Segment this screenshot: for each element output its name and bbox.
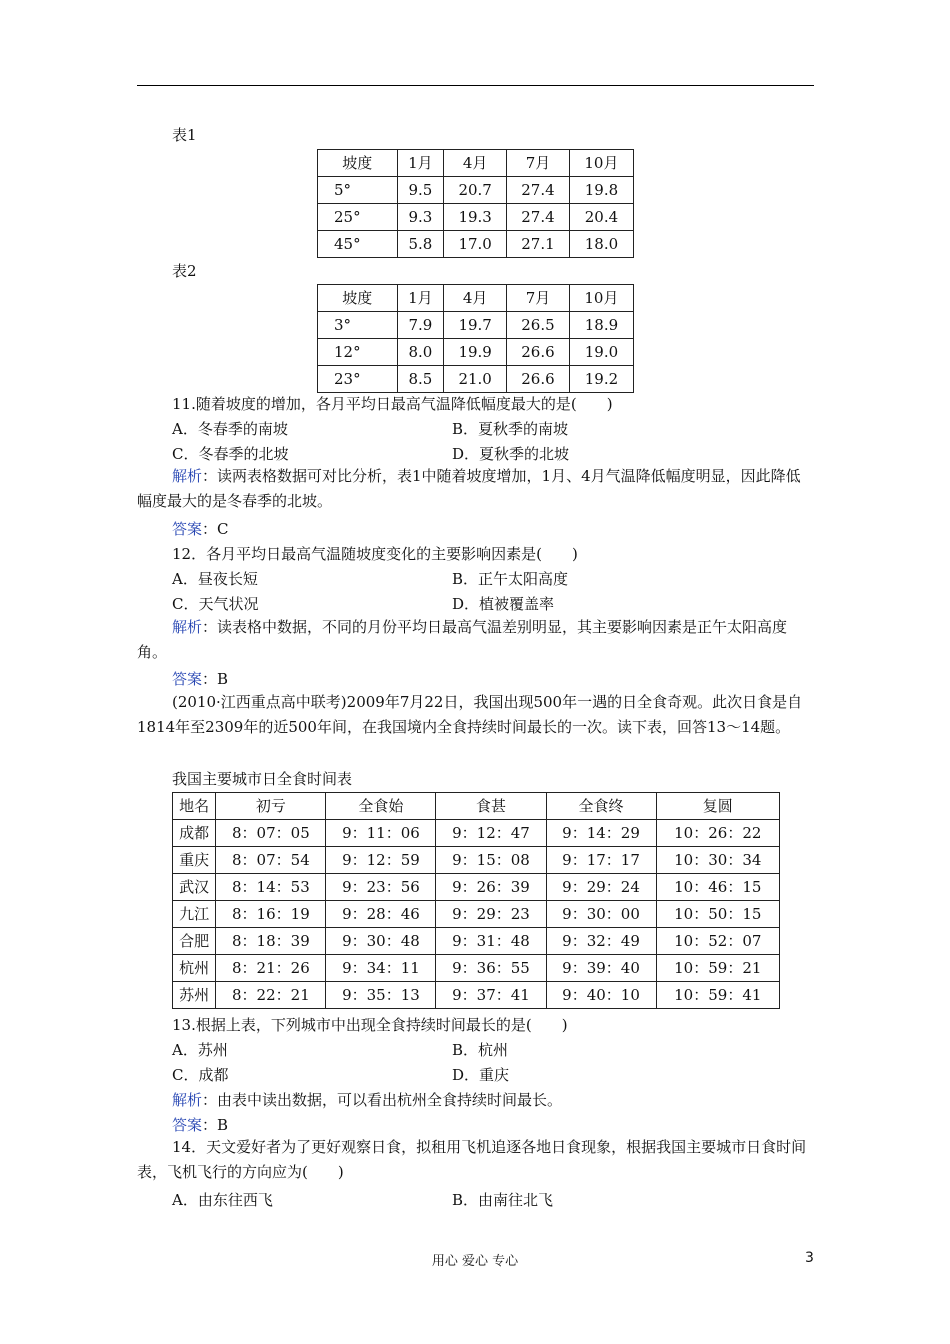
table-cell: 9：26：39 (436, 874, 546, 901)
table-cell: 九江 (173, 901, 216, 928)
q12-option-b: B．正午太阳高度 (452, 570, 569, 588)
q13-option-b: B．杭州 (452, 1041, 509, 1059)
analysis-label: 解析 (172, 618, 203, 636)
table-cell: 10：50：15 (656, 901, 779, 928)
table-cell: 21.0 (444, 366, 507, 393)
table-row (318, 177, 634, 204)
table-cell: 合肥 (173, 928, 216, 955)
table-cell: 9：29：24 (546, 874, 656, 901)
table-header-cell: 复圆 (656, 793, 779, 820)
table-header-cell: 地名 (173, 793, 216, 820)
table-row (318, 204, 634, 231)
table-row (318, 339, 634, 366)
table-cell: 9：30：48 (326, 928, 436, 955)
slope-temperature-table-1 (317, 149, 634, 258)
table-cell: 9：15：08 (436, 847, 546, 874)
table-cell: 19.8 (569, 177, 633, 204)
table1-label: 表1 (172, 126, 197, 144)
table-header-row (318, 285, 634, 312)
table-cell: 23° (318, 366, 398, 393)
q13-analysis (172, 1089, 562, 1110)
table-cell: 9：37：41 (436, 982, 546, 1009)
analysis-label: 解析 (172, 1091, 203, 1109)
q11-analysis (137, 464, 815, 514)
table-cell: 5.8 (397, 231, 444, 258)
q11-stem: 11.随着坡度的增加，各月平均日最高气温降低幅度最大的是( ) (172, 395, 613, 413)
table-header-cell: 7月 (507, 285, 570, 312)
eclipse-time-table (172, 792, 780, 1009)
q14-stem: 14．天文爱好者为了更好观察日食，拟租用飞机追逐各地日食现象，根据我国主要城市日食时间表，飞机飞行的方向应为( ) (137, 1138, 807, 1181)
table-cell: 10：26：22 (656, 820, 779, 847)
table-cell: 9：36：55 (436, 955, 546, 982)
q13-answer (172, 1114, 228, 1135)
page-number: 3 (805, 1250, 814, 1266)
table-row (173, 982, 780, 1009)
q11-option-d: D．夏秋季的北坡 (452, 445, 570, 463)
answer-label: 答案 (172, 1116, 203, 1134)
table-cell: 5° (318, 177, 398, 204)
table-cell: 10：59：21 (656, 955, 779, 982)
slope-temperature-table-2 (317, 284, 634, 393)
table-cell: 9：14：29 (546, 820, 656, 847)
table-header-cell: 食甚 (436, 793, 546, 820)
table-header-cell: 4月 (444, 285, 507, 312)
table-cell: 9：32：49 (546, 928, 656, 955)
q13-stem: 13.根据上表，下列城市中出现全食持续时间最长的是( ) (172, 1016, 568, 1034)
answer-text: ：C (202, 520, 229, 538)
table-cell: 武汉 (173, 874, 216, 901)
table-cell: 苏州 (173, 982, 216, 1009)
table-header-cell: 全食始 (326, 793, 436, 820)
table-cell: 8.5 (397, 366, 444, 393)
answer-text: ：B (202, 1116, 229, 1134)
table-cell: 9：39：40 (546, 955, 656, 982)
q12-option-c: C．天气状况 (172, 595, 259, 613)
q12-stem: 12．各月平均日最高气温随坡度变化的主要影响因素是( ) (172, 545, 578, 563)
table-cell: 19.2 (569, 366, 633, 393)
table-row (173, 874, 780, 901)
q11-option-a: A．冬春季的南坡 (172, 420, 288, 438)
table-cell: 19.9 (444, 339, 507, 366)
table-header-cell: 坡度 (318, 285, 398, 312)
table-row (318, 231, 634, 258)
table-header-row (173, 793, 780, 820)
table-cell: 26.5 (507, 312, 570, 339)
table-cell: 8：18：39 (216, 928, 326, 955)
table-cell: 8：22：21 (216, 982, 326, 1009)
table-cell: 9：29：23 (436, 901, 546, 928)
q12-option-a: A．昼夜长短 (172, 570, 258, 588)
table-cell: 10：52：07 (656, 928, 779, 955)
q12-option-d: D．植被覆盖率 (452, 595, 555, 613)
table-cell: 25° (318, 204, 398, 231)
table-row (318, 366, 634, 393)
q13-option-a: A．苏州 (172, 1041, 228, 1059)
header-rule (137, 85, 814, 86)
table-cell: 8：07：54 (216, 847, 326, 874)
table-row (318, 312, 634, 339)
table-cell: 9：23：56 (326, 874, 436, 901)
table-cell: 成都 (173, 820, 216, 847)
q11-answer (172, 518, 229, 539)
table-header-cell: 坡度 (318, 150, 398, 177)
table-cell: 27.1 (507, 231, 570, 258)
table-cell: 9：17：17 (546, 847, 656, 874)
table-cell: 9：12：47 (436, 820, 546, 847)
analysis-text: ：读两表格数据可对比分析，表1中随着坡度增加，1月、4月气温降低幅度明显，因此降低幅度最大的是冬春季的北坡。 (137, 467, 801, 510)
table-header-cell: 10月 (569, 150, 633, 177)
table-cell: 8：07：05 (216, 820, 326, 847)
analysis-text: ：读表格中数据，不同的月份平均日最高气温差别明显，其主要影响因素是正午太阳高度角。 (137, 618, 788, 661)
q12-analysis (137, 615, 815, 665)
table-cell: 杭州 (173, 955, 216, 982)
table-cell: 20.7 (444, 177, 507, 204)
answer-text: ：B (202, 670, 229, 688)
table-row (173, 901, 780, 928)
table-cell: 18.0 (569, 231, 633, 258)
table-header-cell: 初亏 (216, 793, 326, 820)
table-cell: 27.4 (507, 204, 570, 231)
analysis-label: 解析 (172, 467, 203, 485)
table3-title: 我国主要城市日全食时间表 (172, 770, 353, 788)
table-cell: 12° (318, 339, 398, 366)
table-cell: 重庆 (173, 847, 216, 874)
eclipse-intro: (2010·江西重点高中联考)2009年7月22日，我国出现500年一遇的日全食奇观。此次日食是自1814年至2309年的近500年间，在我国境内全食持续时间最长的一次。读下表，回答13～14题。 (137, 693, 803, 736)
q14-option-a: A．由东往西飞 (172, 1191, 273, 1209)
table-cell: 3° (318, 312, 398, 339)
footer-slogan: 用心 爱心 专心 (431, 1254, 519, 1269)
q13-option-c: C．成都 (172, 1066, 229, 1084)
table-cell: 26.6 (507, 339, 570, 366)
table-header-row (318, 150, 634, 177)
analysis-text: ：由表中读出数据，可以看出杭州全食持续时间最长。 (202, 1091, 563, 1109)
table-cell: 18.9 (569, 312, 633, 339)
table-cell: 9.3 (397, 204, 444, 231)
table-cell: 7.9 (397, 312, 444, 339)
q12-answer (172, 668, 228, 689)
table-header-cell: 1月 (397, 285, 444, 312)
q14-option-b: B．由南往北飞 (452, 1191, 554, 1209)
answer-label: 答案 (172, 520, 203, 538)
table-cell: 9：28：46 (326, 901, 436, 928)
table-header-cell: 10月 (569, 285, 633, 312)
q11-option-b: B．夏秋季的南坡 (452, 420, 569, 438)
table-cell: 8：14：53 (216, 874, 326, 901)
table-cell: 9.5 (397, 177, 444, 204)
table-row (173, 820, 780, 847)
q13-option-d: D．重庆 (452, 1066, 510, 1084)
table-row (173, 955, 780, 982)
table-header-cell: 7月 (507, 150, 570, 177)
table-cell: 10：59：41 (656, 982, 779, 1009)
table-cell: 9：30：00 (546, 901, 656, 928)
table-cell: 9：35：13 (326, 982, 436, 1009)
table-cell: 9：31：48 (436, 928, 546, 955)
table-cell: 10：46：15 (656, 874, 779, 901)
table-cell: 27.4 (507, 177, 570, 204)
table-cell: 8：21：26 (216, 955, 326, 982)
table-header-cell: 全食终 (546, 793, 656, 820)
table-header-cell: 4月 (444, 150, 507, 177)
table-cell: 17.0 (444, 231, 507, 258)
table2-label: 表2 (172, 262, 197, 280)
table-cell: 19.0 (569, 339, 633, 366)
answer-label: 答案 (172, 670, 203, 688)
table-cell: 8.0 (397, 339, 444, 366)
table-cell: 8：16：19 (216, 901, 326, 928)
table-cell: 19.3 (444, 204, 507, 231)
table-cell: 9：11：06 (326, 820, 436, 847)
table-cell: 9：34：11 (326, 955, 436, 982)
q11-option-c: C．冬春季的北坡 (172, 445, 289, 463)
table-row (173, 847, 780, 874)
table-cell: 19.7 (444, 312, 507, 339)
table-cell: 10：30：34 (656, 847, 779, 874)
table-header-cell: 1月 (397, 150, 444, 177)
table-cell: 26.6 (507, 366, 570, 393)
table-cell: 9：40：10 (546, 982, 656, 1009)
table-cell: 20.4 (569, 204, 633, 231)
table-row (173, 928, 780, 955)
table-cell: 9：12：59 (326, 847, 436, 874)
table-cell: 45° (318, 231, 398, 258)
